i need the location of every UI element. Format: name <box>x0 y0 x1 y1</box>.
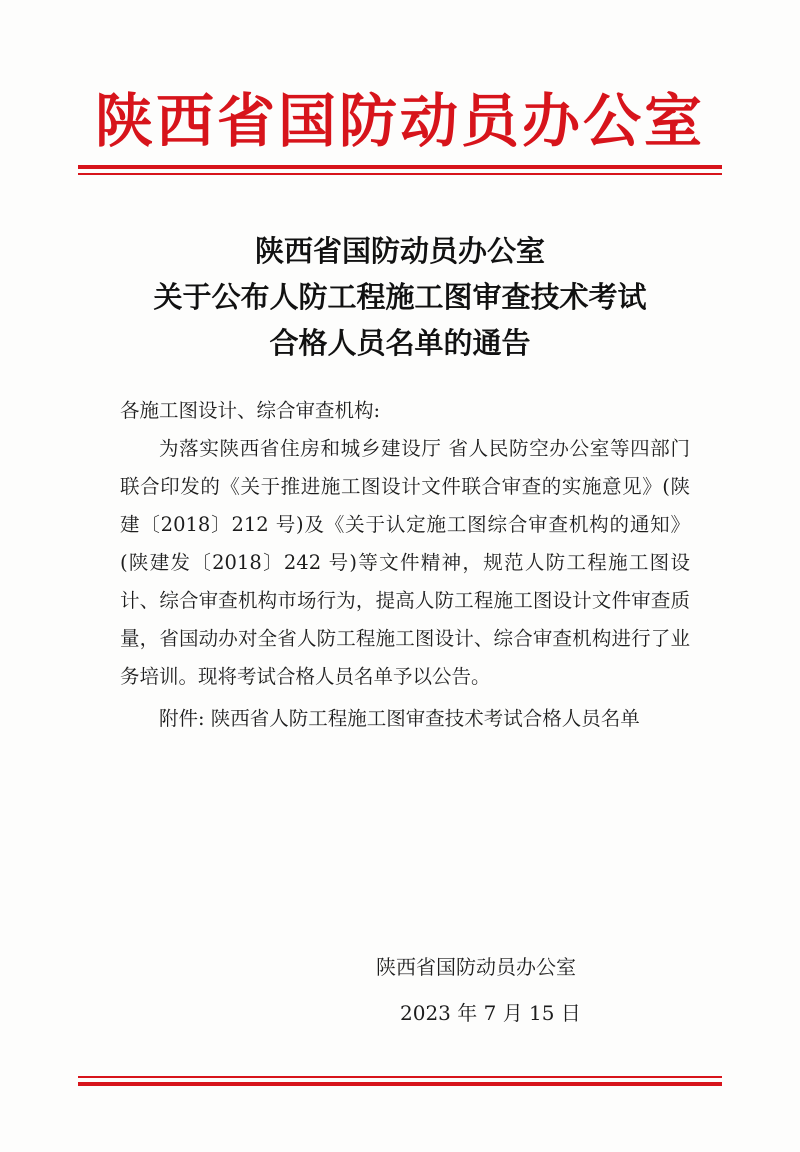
signature-org: 陕西省国防动员办公室 <box>376 955 576 979</box>
title-line-2: 关于公布人防工程施工图审查技术考试 <box>153 280 647 314</box>
attachment-note: 附件: 陕西省人防工程施工图审查技术考试合格人员名单 <box>159 707 640 730</box>
addressee: 各施工图设计、综合审查机构: <box>120 399 381 422</box>
top-red-rule-thick <box>78 165 722 169</box>
notice-body <box>120 392 690 738</box>
masthead-title: 陕西省国防动员办公室 <box>94 87 705 155</box>
title-line-1: 陕西省国防动员办公室 <box>254 234 545 268</box>
main-paragraph: 为落实陕西省住房和城乡建设厅 省人民防空办公室等四部门联合印发的《关于推进施工图设计文件联合审查的实施意见》(陕建〔2018〕212 号)及《关于认定施工图综合审查机构的通知》(陕建发〔2018〕242 号)等文件精神，规范人防工程施工图设计、综合审查机构市场行为，提高人防工程施工图设计文件审查质量，省国动办对全省人防工程施工图设计、综合审查机构进行了业务培训。现将考试合格人员名单予以公告。 <box>120 437 690 688</box>
bottom-red-rule-thin <box>78 1076 722 1078</box>
signature-date: 2023 年 7 月 15 日 <box>400 1001 581 1025</box>
signature-block <box>376 944 581 1036</box>
bottom-red-rule-thick <box>78 1082 722 1086</box>
notice-title <box>0 228 800 366</box>
top-red-rule-thin <box>78 173 722 175</box>
title-line-3: 合格人员名单的通告 <box>269 326 531 360</box>
